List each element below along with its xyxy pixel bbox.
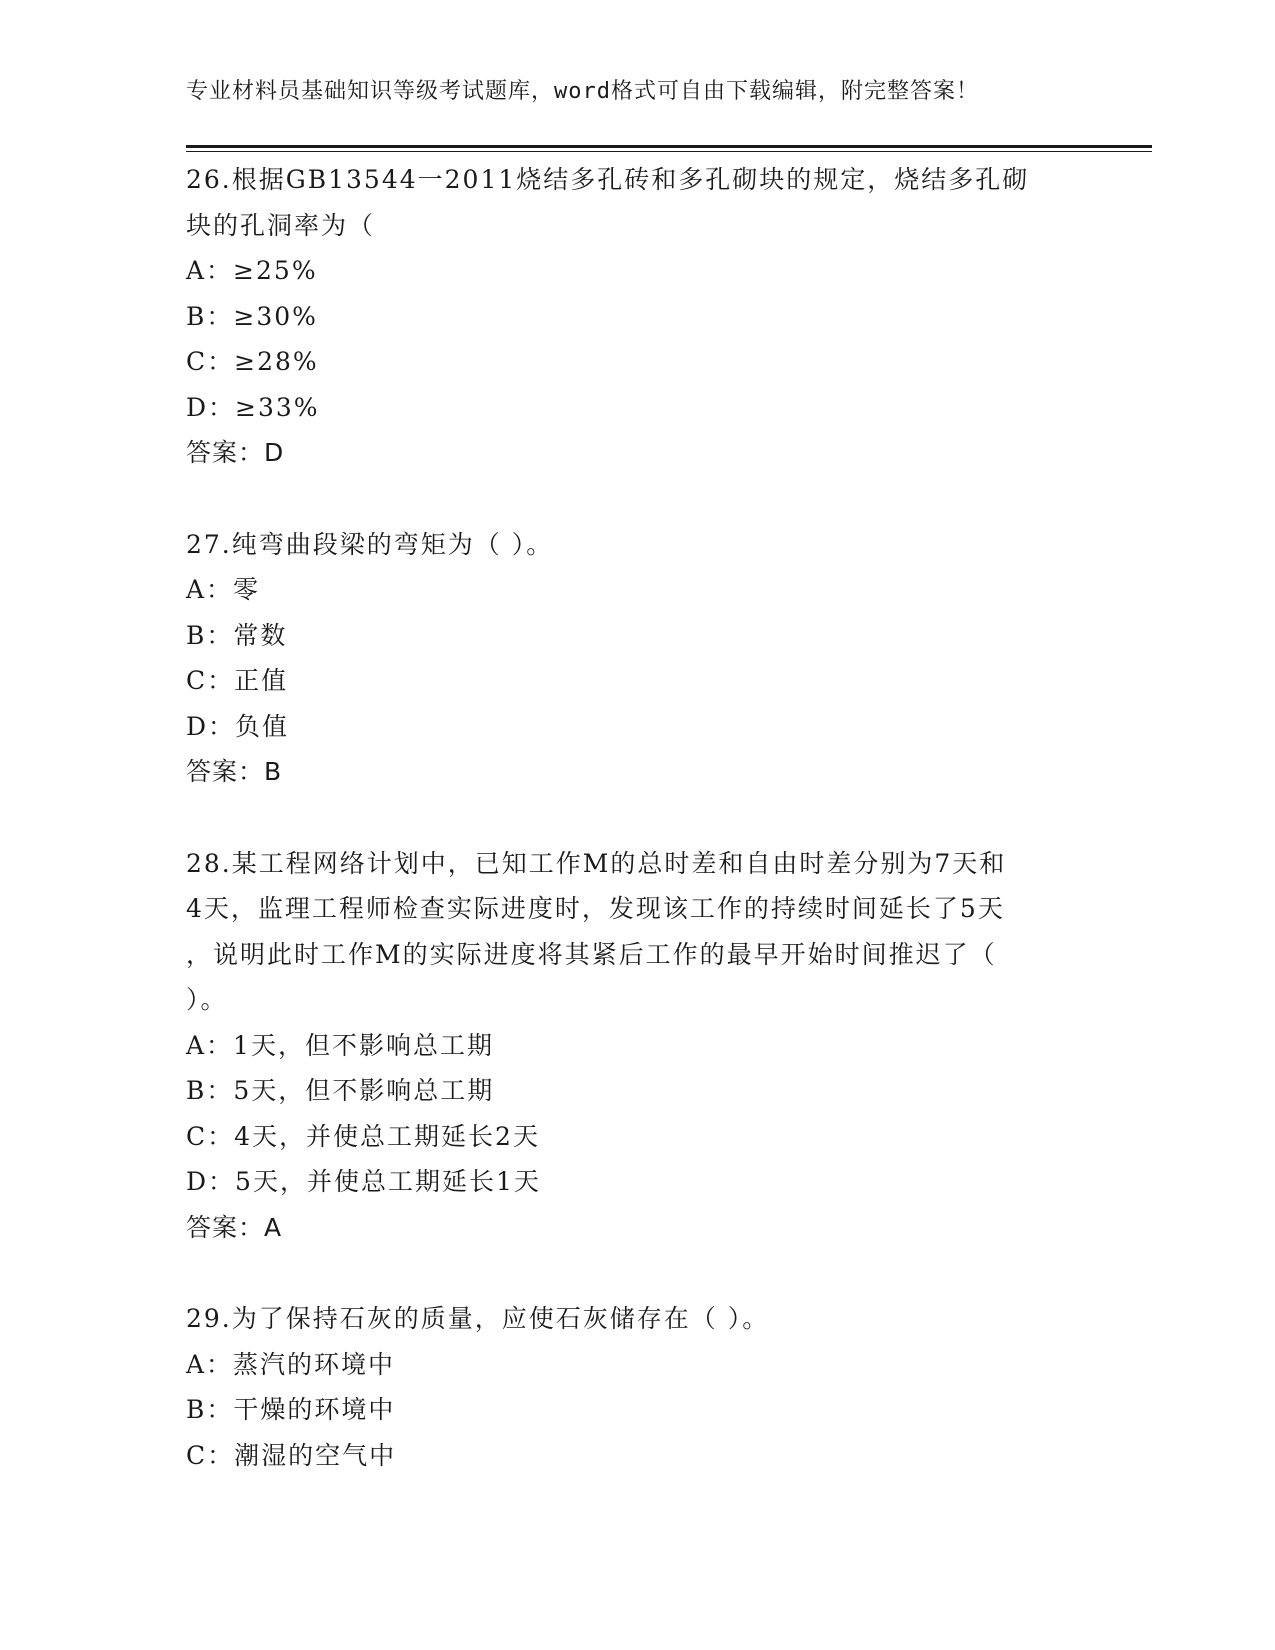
question-28 (186, 841, 1086, 1251)
question-text: 26.根据GB13544一2011烧结多孔砖和多孔砌块的规定，烧结多孔砌 块的孔洞率为（ (186, 165, 1030, 240)
page-header: 专业材料员基础知识等级考试题库，word格式可自由下载编辑，附完整答案！ (186, 79, 979, 104)
answer-line: 答案：B (186, 757, 283, 786)
option-d: D：负值 (186, 711, 290, 741)
option-c: C：潮湿的空气中 (186, 1440, 397, 1470)
question-27 (186, 522, 1086, 795)
question-text: 29.为了保持石灰的质量，应使石灰储存在（ ）。 (186, 1304, 770, 1333)
option-a: A：1天，但不影响总工期 (186, 1030, 494, 1060)
option-b: B：≥30% (186, 301, 318, 331)
header-divider-thick (186, 145, 1152, 148)
option-d: D：5天，并使总工期延长1天 (186, 1167, 541, 1196)
question-text: 27.纯弯曲段梁的弯矩为（ ）。 (186, 529, 554, 559)
question-text: 28.某工程网络计划中，已知工作M的总时差和自由时差分别为7天和 4天，监理工程师检查实际进度时，发现该工作的持续时间延长了5天 ，说明此时工作M的实际进度将其紧后工作的最早开始时间推迟了（ ）。 (186, 848, 1007, 1014)
option-a: A：蒸汽的环境中 (186, 1349, 396, 1379)
question-26 (186, 157, 1086, 476)
option-c: C：正值 (186, 666, 289, 695)
question-list (186, 157, 1086, 1524)
answer-line: 答案：A (186, 1212, 283, 1242)
option-b: B：干燥的环境中 (186, 1395, 396, 1424)
answer-line: 答案：D (186, 438, 285, 467)
header-divider-thin (186, 151, 1152, 152)
question-29 (186, 1296, 1086, 1478)
option-b: B：5天，但不影响总工期 (186, 1076, 495, 1105)
option-a: A：≥25% (186, 256, 318, 285)
option-a: A：零 (186, 575, 261, 604)
option-c: C：4天，并使总工期延长2天 (186, 1121, 540, 1151)
option-b: B：常数 (186, 620, 288, 650)
option-d: D：≥33% (186, 392, 320, 422)
option-c: C：≥28% (186, 347, 319, 376)
